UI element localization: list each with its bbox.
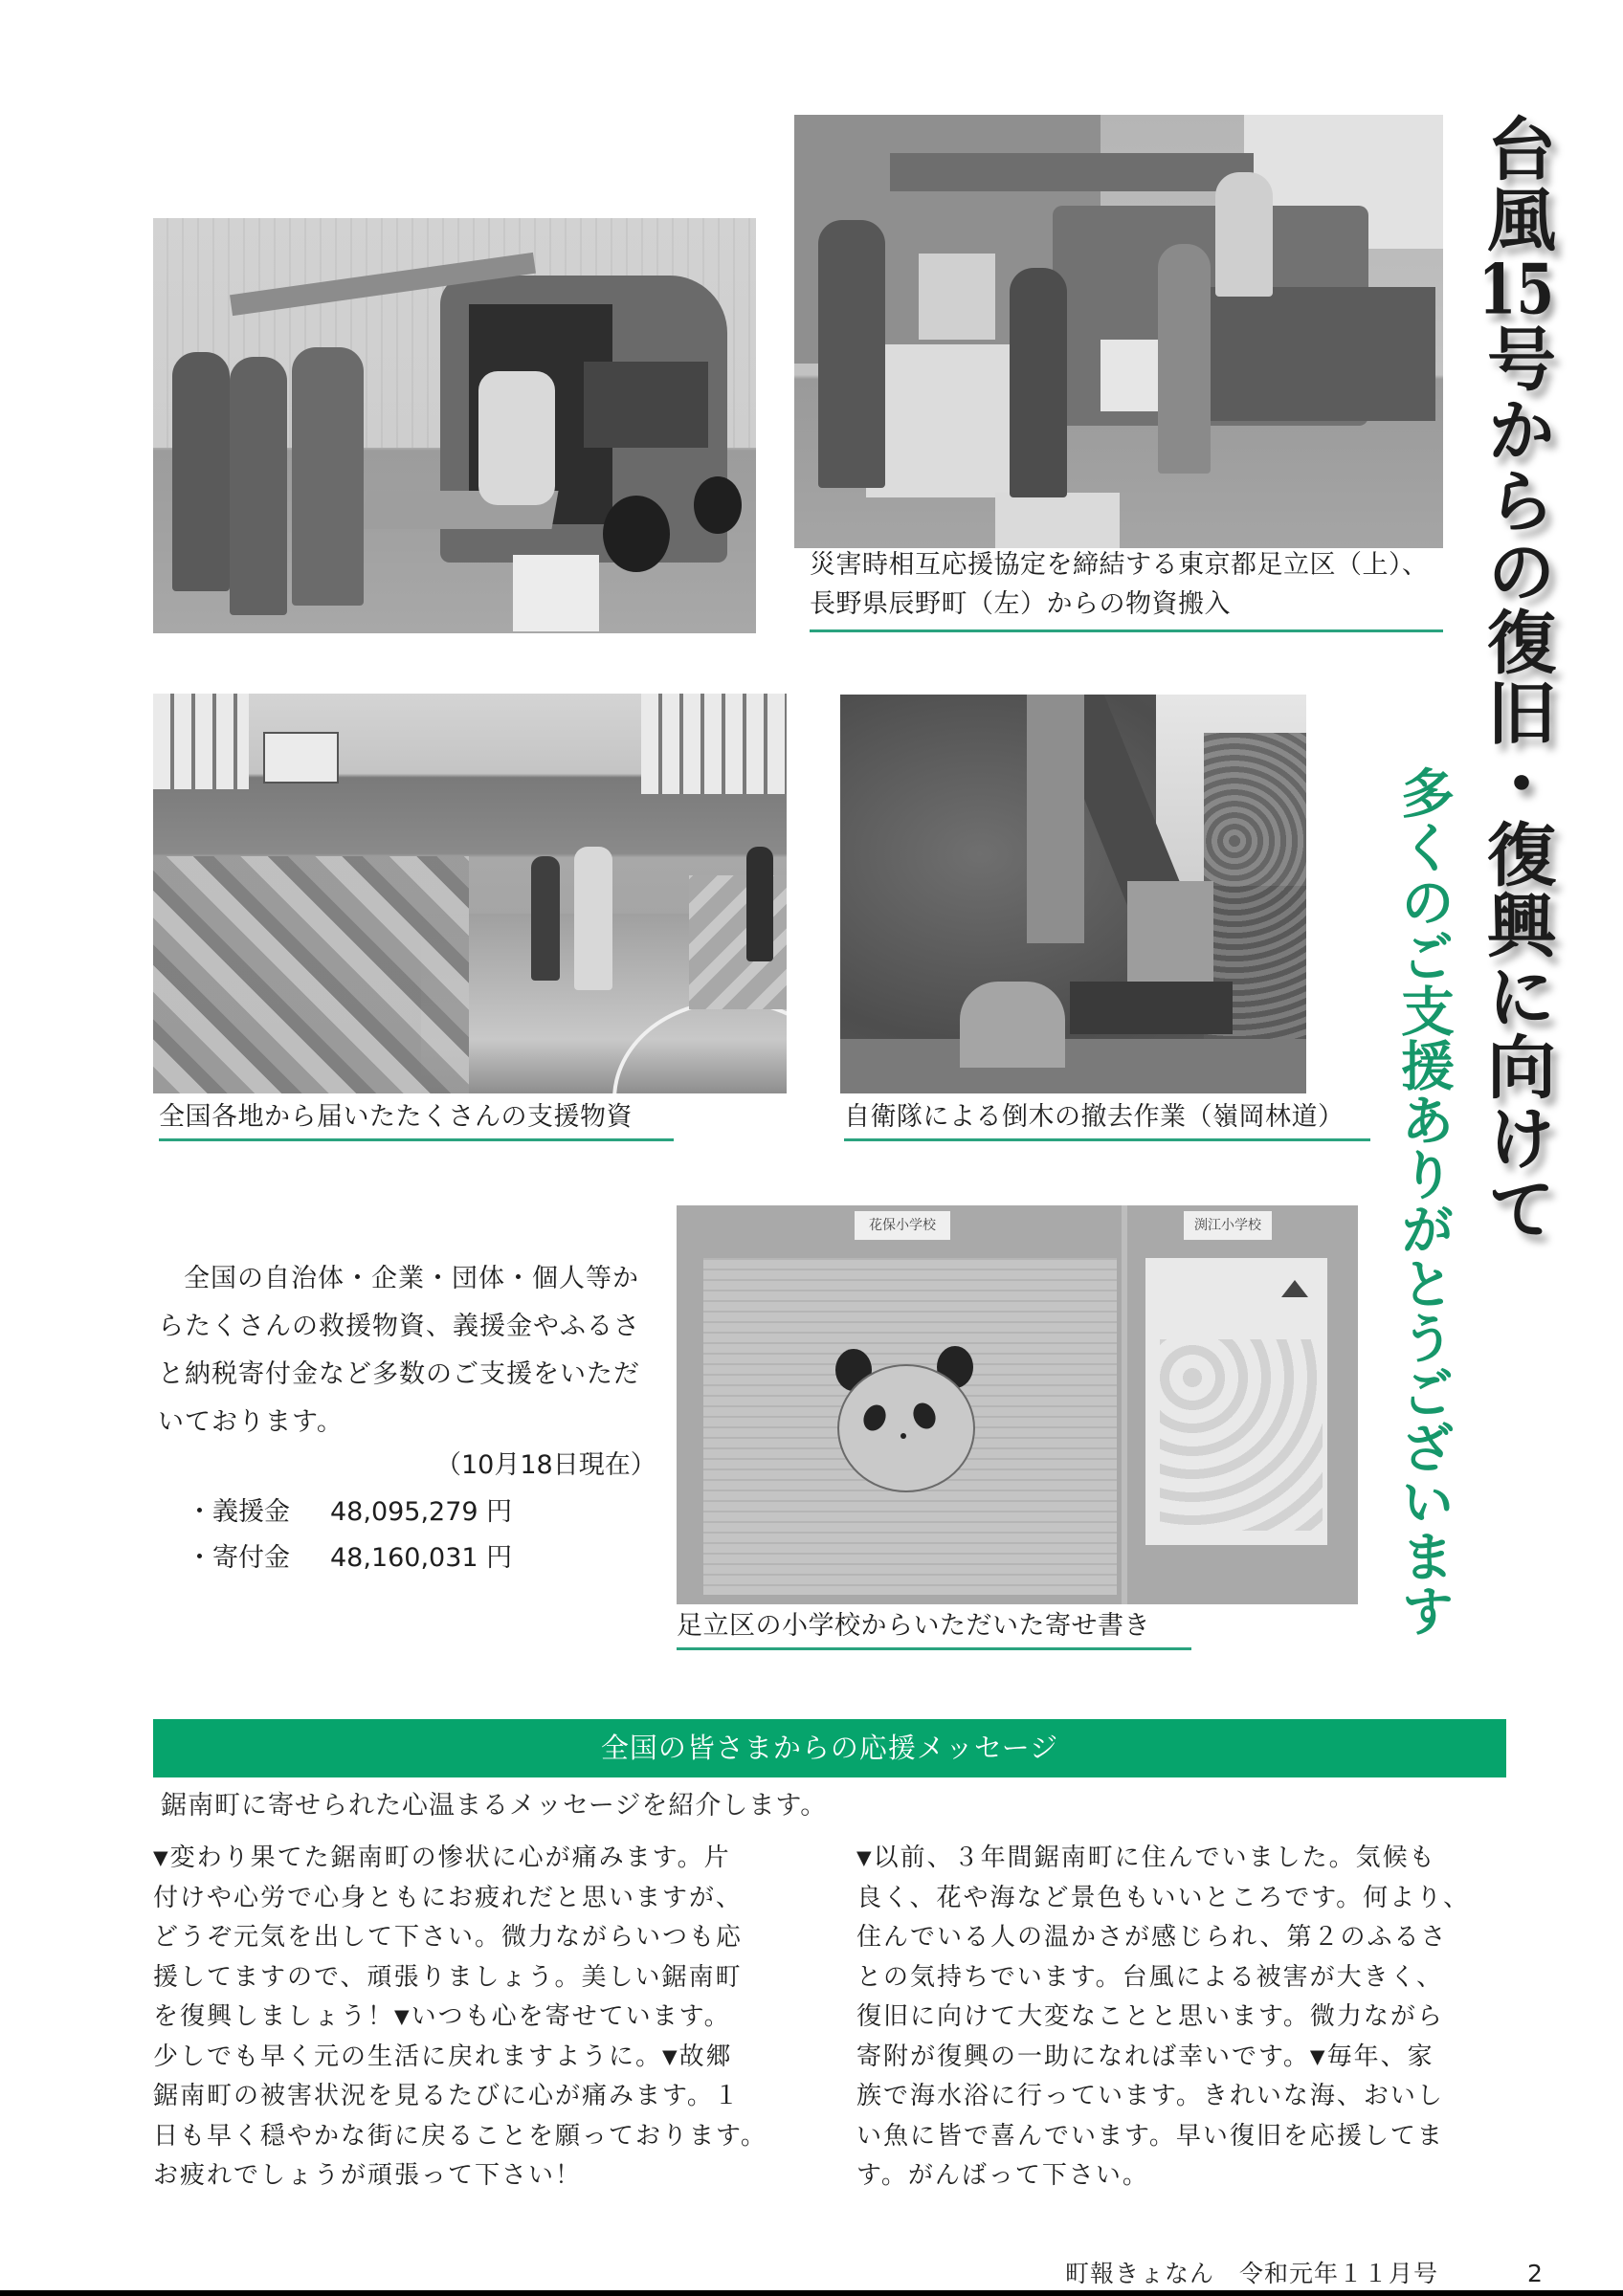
person [574, 847, 612, 990]
title-number: 15 [1478, 254, 1555, 323]
school-label: 花保小学校 [855, 1211, 950, 1240]
support-body-text: 全国の自治体・企業・団体・個人等からたくさんの救援物資、義援金やふるさと納税寄付金など多数のご支援をいただいております。 [158, 1264, 640, 1437]
amount-row-kifukin [187, 1539, 512, 1578]
caption-gym: 全国各地から届いたたくさんの支援物資 [159, 1102, 633, 1132]
ground [840, 1039, 1306, 1093]
photo-gym-supplies [153, 694, 787, 1093]
person [292, 347, 364, 606]
amount-value: 48,160,031 円 [330, 1543, 513, 1573]
message-line: い魚に皆で喜んでいます。早い復旧を応援してま [856, 2121, 1444, 2151]
message-line: 族で海水浴に行っています。きれいな海、おいし [856, 2082, 1444, 2110]
message-line: との気持ちでいます。台風による被害が大きく、 [856, 1962, 1444, 1992]
caption-truck-line1: 災害時相互応援協定を締結する東京都足立区（上）、 [810, 550, 1429, 580]
amount-label: ・義援金 [187, 1497, 290, 1527]
excavator-cab [1127, 881, 1213, 986]
amount-label: ・寄付金 [187, 1543, 290, 1573]
message-line: ▼変わり果てた鋸南町の惨状に心が痛みます。片 [153, 1843, 731, 1872]
page-number: 2 [1527, 2260, 1543, 2287]
page-bottom-rule [0, 2290, 1623, 2296]
cardboard-box [513, 555, 599, 631]
wall-divider [1122, 1205, 1127, 1604]
title-part: 台風 [1476, 113, 1557, 254]
school-label: 渕江小学校 [1184, 1211, 1272, 1240]
caption-underline [844, 1138, 1370, 1141]
message-line: 少しでも早く元の生活に戻れますように。▼故郷 [153, 2042, 733, 2071]
van-wheel [603, 496, 670, 572]
messages-section-header [153, 1719, 1506, 1777]
message-line: 付けや心労で心身ともにお疲れだと思いますが、 [153, 1883, 744, 1912]
message-line: 援してますので、頑張りましょう。美しい鋸南町 [153, 1962, 743, 1992]
message-line: ▼以前、３年間鋸南町に住んでいました。気候も [856, 1843, 1436, 1872]
person [172, 352, 230, 591]
panda-face-drawing [837, 1364, 975, 1492]
photo-excavator-tree-removal [840, 695, 1306, 1093]
publication-name: 町報きょなん 令和元年１１月号 [1065, 2260, 1439, 2287]
panda-nose [900, 1433, 906, 1439]
caption-underline [677, 1647, 1191, 1650]
supply-piles [153, 856, 469, 1093]
cardboard-boxes [919, 254, 995, 340]
worker [1010, 268, 1067, 497]
message-line: 復旧に向けて大変なことと思います。微力ながら [856, 2002, 1444, 2031]
messages-intro: 鋸南町に寄せられた心温まるメッセージを紹介します。 [161, 1791, 828, 1821]
message-line: を復興しましょう！▼いつも心を寄せています。 [153, 2002, 731, 2031]
support-summary [158, 1255, 651, 1446]
person [531, 856, 560, 981]
photo-truck-supply-delivery [794, 115, 1443, 548]
person [230, 357, 287, 615]
messages-column-left [153, 1839, 842, 2197]
page-subtitle: 多くのご支援ありがとうございます [1392, 765, 1456, 1638]
messages-column-right [856, 1839, 1526, 2197]
gym-windows [641, 694, 787, 794]
person [746, 847, 773, 961]
amount-row-gienkin [187, 1493, 512, 1532]
excavator-tracks [1070, 982, 1233, 1034]
caption-underline [159, 1138, 674, 1141]
van-wheel [694, 476, 742, 534]
message-line: どうぞ元気を出して下さい。微力ながらいつも応 [153, 1923, 744, 1952]
wall-board [263, 732, 339, 784]
message-line: 鋸南町の被害状況を見るたびに心が痛みます。１ [153, 2082, 741, 2110]
entrance-canopy [890, 153, 1254, 191]
title-part: 号からの復旧・復興に向けて [1476, 323, 1557, 1244]
message-line: お疲れでしょうが頑張って下さい！ [153, 2161, 583, 2190]
worker [1158, 244, 1211, 474]
photo-van-supply-delivery [153, 218, 756, 633]
heart-pattern [1160, 1339, 1323, 1531]
caption-yosegaki: 足立区の小学校からいただいた寄せ書き [677, 1611, 1150, 1641]
message-line: 住んでいる人の温かさが感じられ、第２のふるさ [856, 1923, 1448, 1952]
worker-loading [478, 371, 555, 505]
amount-value: 48,095,279 円 [330, 1497, 513, 1527]
photo-yosegaki-messages [677, 1205, 1358, 1604]
section-title: 全国の皆さまからの応援メッセージ [600, 1732, 1059, 1764]
caption-excavator: 自衛隊による倒木の撤去作業（嶺岡林道） [844, 1102, 1345, 1132]
caption-truck-line2: 長野県辰野町（左）からの物資搬入 [810, 589, 1231, 619]
message-line: す。がんばって下さい。 [856, 2161, 1149, 2190]
mountain-icon [1281, 1280, 1308, 1297]
worker [818, 220, 885, 488]
van-window [584, 362, 708, 448]
caption-underline [810, 629, 1443, 632]
cardboard-boxes [866, 344, 1010, 497]
gym-windows [153, 694, 249, 789]
message-line: 日も早く穏やかな街に戻ることを願っております。 [153, 2121, 767, 2151]
excavator-grapple [960, 982, 1065, 1068]
page-title [1466, 113, 1566, 1244]
worker [1215, 172, 1273, 297]
truck-tailgate [1206, 287, 1435, 421]
as-of-date: （10月18日現在） [435, 1450, 656, 1480]
cardboard-box [995, 493, 1120, 548]
message-line: 寄附が復興の一助になれば幸いです。▼毎年、家 [856, 2042, 1434, 2071]
message-line: 良く、花や海など景色もいいところです。何より、 [856, 1883, 1471, 1912]
excavator-boom [1027, 695, 1084, 943]
